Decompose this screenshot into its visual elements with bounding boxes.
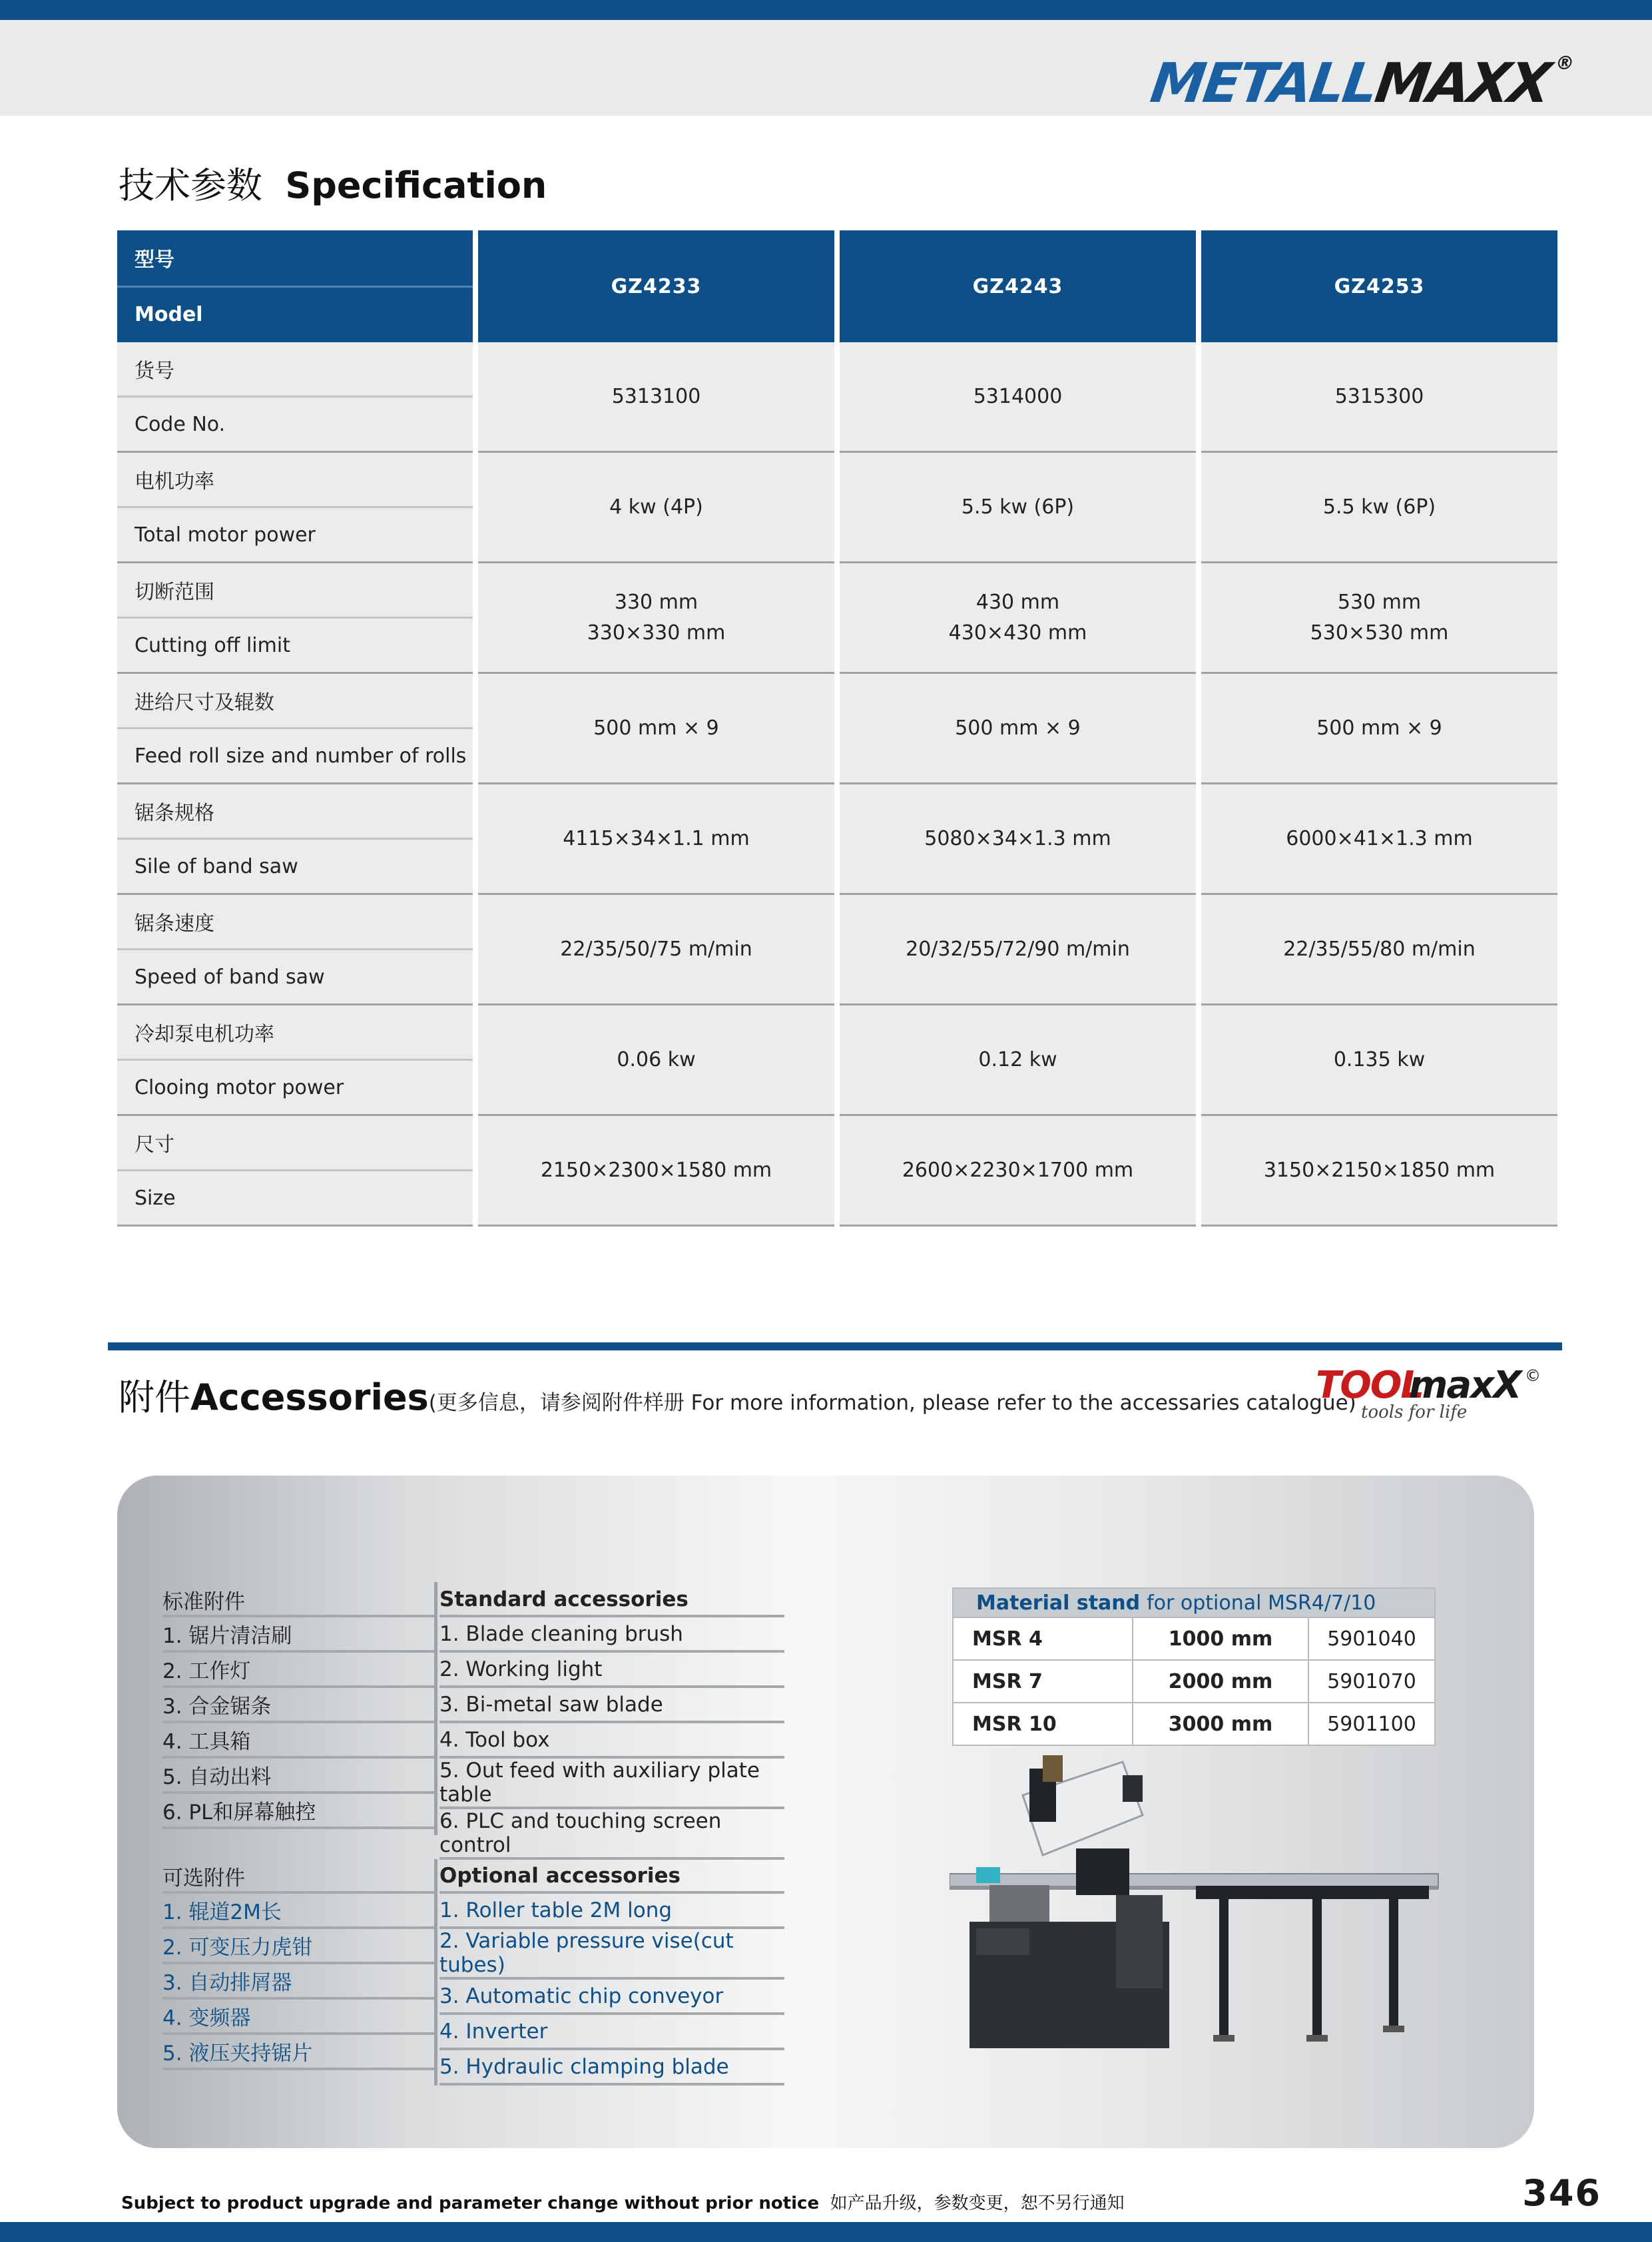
spec-value-cell — [840, 563, 1196, 674]
spec-value: 4 kw (4P) — [609, 495, 703, 519]
optional-accessories-en: Optional accessories 1. Roller table 2M long 2. Variable pressure vise(cut tubes) 3. Automatic chip conveyor 4. Inverter 5. Hydraulic clamping blade — [439, 1860, 784, 2086]
spec-value: 22/35/50/75 m/min — [560, 937, 752, 961]
list-item: 4. Inverter — [439, 2015, 784, 2050]
spec-value-cell — [478, 342, 834, 453]
spec-value-cell — [840, 1116, 1196, 1227]
material-stand-row — [954, 1702, 1434, 1745]
spec-row-label — [117, 784, 473, 895]
spec-value: 530×530 mm — [1310, 621, 1449, 645]
spec-row — [117, 342, 1562, 453]
standard-accessories-en: Standard accessories 1. Blade cleaning brush 2. Working light 3. Bi-metal saw blade 4. Tool box 5. Out feed with auxiliary plate table 6. PLC and touching screen control — [439, 1584, 784, 1860]
list-item: 1. Roller table 2M long — [439, 1894, 784, 1929]
list-item: 1. 锯片清洁刷 — [162, 1617, 434, 1653]
spec-value-cell — [840, 895, 1196, 1005]
list-item: 5. Hydraulic clamping blade — [439, 2050, 784, 2086]
specification-table — [117, 230, 1562, 1227]
footer-note: Subject to product upgrade and parameter change without prior notice 如产品升级，参数变更，恕不另行通知 — [121, 2193, 1125, 2213]
list-item: 1. Blade cleaning brush — [439, 1617, 784, 1653]
label-cn: 进给尺寸及辊数 — [117, 674, 473, 729]
label-en: Sile of band saw — [135, 854, 298, 878]
model-header: GZ4243 — [840, 230, 1196, 342]
top-bar — [0, 0, 1652, 20]
spec-value-cell — [840, 453, 1196, 563]
label-cn: 切断范围 — [117, 563, 473, 619]
material-stand-row — [954, 1617, 1434, 1659]
list-item: 4. 变频器 — [162, 2000, 434, 2035]
list-item: 1. 辊道2M长 — [162, 1894, 434, 1929]
spec-value: 500 mm × 9 — [1316, 716, 1442, 740]
label-cn: 电机功率 — [117, 453, 473, 508]
spec-value-cell — [1201, 784, 1557, 895]
stand-model: MSR 4 — [954, 1618, 1133, 1659]
spec-value-cell — [478, 563, 834, 674]
list-item: 3. Bi-metal saw blade — [439, 1688, 784, 1723]
label-en: Cutting off limit — [135, 633, 290, 657]
list-item: 5. 液压夹持锯片 — [162, 2035, 434, 2070]
list-item: 6. PLC and touching screen control — [439, 1809, 784, 1860]
stand-length: 3000 mm — [1133, 1703, 1309, 1745]
spec-header-row — [117, 230, 1562, 342]
stand-code: 5901070 — [1327, 1669, 1416, 1693]
spec-value-cell — [1201, 453, 1557, 563]
list-item: 5. Out feed with auxiliary plate table — [439, 1759, 784, 1809]
label-en: Speed of band saw — [135, 965, 325, 989]
list-item: 2. 工作灯 — [162, 1653, 434, 1688]
material-stand-row — [954, 1659, 1434, 1702]
spec-value: 3150×2150×1850 mm — [1263, 1158, 1496, 1182]
spec-value: 5080×34×1.3 mm — [924, 826, 1111, 850]
spec-row — [117, 674, 1562, 784]
stand-code: 5901100 — [1327, 1712, 1416, 1736]
list-item: 2. Variable pressure vise(cut tubes) — [439, 1929, 784, 1980]
material-stand-title: Material stand for optional MSR4/7/10 — [954, 1589, 1434, 1617]
stand-length: 2000 mm — [1133, 1661, 1309, 1702]
list-item: 3. Automatic chip conveyor — [439, 1980, 784, 2015]
spec-value: 500 mm × 9 — [593, 716, 719, 740]
label-cn: 货号 — [117, 342, 473, 398]
material-stand-table — [952, 1587, 1436, 1746]
toolmaxx-logo: TOOL maxX tools for life © — [1316, 1364, 1541, 1422]
spec-value-cell — [478, 1116, 834, 1227]
spec-value: 4115×34×1.1 mm — [563, 826, 750, 850]
spec-value: 530 mm — [1337, 590, 1422, 614]
spec-value-cell — [1201, 342, 1557, 453]
page-number: 346 — [1522, 2172, 1601, 2214]
list-item: 3. 合金锯条 — [162, 1688, 434, 1723]
standard-accessories-cn: 标准附件 1. 锯片清洁刷 2. 工作灯 3. 合金锯条 4. 工具箱 5. 自动出料 6. PL和屏幕触控 — [162, 1584, 434, 1829]
stand-code: 5901040 — [1327, 1627, 1416, 1651]
label-en: Total motor power — [135, 523, 316, 547]
list-item: 6. PL和屏幕触控 — [162, 1794, 434, 1829]
list-item: 4. Tool box — [439, 1723, 784, 1759]
bottom-bar — [0, 2222, 1652, 2242]
list-item: 5. 自动出料 — [162, 1759, 434, 1794]
spec-row-label — [117, 563, 473, 674]
band-saw-machine-image — [950, 1755, 1445, 2062]
spec-value: 2600×2230×1700 mm — [902, 1158, 1134, 1182]
spec-value: 5314000 — [973, 384, 1063, 408]
label-cn: 锯条规格 — [117, 784, 473, 840]
model-header: GZ4233 — [478, 230, 834, 342]
spec-row — [117, 1005, 1562, 1116]
spec-row — [117, 563, 1562, 674]
spec-value-cell — [478, 453, 834, 563]
spec-value: 500 mm × 9 — [955, 716, 1081, 740]
spec-value: 5.5 kw (6P) — [1322, 495, 1436, 519]
spec-row — [117, 1116, 1562, 1227]
column-separator — [434, 1859, 437, 2086]
label-en: Code No. — [135, 412, 226, 436]
spec-value: 430 mm — [975, 590, 1060, 614]
spec-row — [117, 453, 1562, 563]
spec-row — [117, 895, 1562, 1005]
label-cn: 锯条速度 — [117, 895, 473, 950]
section-divider — [108, 1342, 1562, 1350]
model-header: GZ4253 — [1201, 230, 1557, 342]
label-cn: 尺寸 — [117, 1116, 473, 1171]
spec-value-cell — [1201, 895, 1557, 1005]
spec-value: 22/35/55/80 m/min — [1283, 937, 1476, 961]
spec-value: 5315300 — [1334, 384, 1424, 408]
spec-row-label — [117, 674, 473, 784]
spec-value: 2150×2300×1580 mm — [540, 1158, 772, 1182]
spec-value: 6000×41×1.3 mm — [1286, 826, 1473, 850]
column-separator — [434, 1582, 437, 1835]
spec-value-cell — [478, 895, 834, 1005]
spec-value-cell — [1201, 1116, 1557, 1227]
spec-value: 330 mm — [614, 590, 698, 614]
stand-length: 1000 mm — [1133, 1618, 1309, 1659]
spec-row-label — [117, 895, 473, 1005]
spec-value: 0.06 kw — [617, 1047, 696, 1071]
spec-value-cell — [840, 1005, 1196, 1116]
spec-row-label — [117, 1005, 473, 1116]
stand-model: MSR 10 — [954, 1703, 1133, 1745]
spec-value: 0.12 kw — [978, 1047, 1057, 1071]
spec-row-label — [117, 453, 473, 563]
spec-value-cell — [840, 784, 1196, 895]
spec-value: 0.135 kw — [1333, 1047, 1426, 1071]
spec-value-cell — [478, 674, 834, 784]
page-header — [0, 20, 1652, 116]
spec-value-cell — [1201, 674, 1557, 784]
label-cn: 冷却泵电机功率 — [117, 1005, 473, 1061]
optional-accessories-cn: 可选附件 1. 辊道2M长 2. 可变压力虎钳 3. 自动排屑器 4. 变频器 5. 液压夹持锯片 — [162, 1860, 434, 2070]
spec-row-label — [117, 1116, 473, 1227]
model-header-label: 型号 Model — [117, 230, 473, 342]
spec-section-title: 技术参数 Specification — [119, 164, 547, 206]
spec-value: 330×330 mm — [587, 621, 726, 645]
stand-model: MSR 7 — [954, 1661, 1133, 1702]
spec-value-cell — [478, 1005, 834, 1116]
spec-value: 5313100 — [611, 384, 701, 408]
label-en: Feed roll size and number of rolls — [135, 744, 467, 768]
list-item: 4. 工具箱 — [162, 1723, 434, 1759]
accessories-title: 附件Accessories(更多信息，请参阅附件样册 For more information, please refer to the accessaries catalogue) — [119, 1376, 1356, 1418]
spec-value-cell — [478, 784, 834, 895]
spec-value-cell — [1201, 563, 1557, 674]
list-item: 2. Working light — [439, 1653, 784, 1688]
spec-row-label — [117, 342, 473, 453]
spec-value: 430×430 mm — [948, 621, 1087, 645]
list-item: 3. 自动排屑器 — [162, 1964, 434, 2000]
spec-value-cell — [840, 342, 1196, 453]
spec-value: 20/32/55/72/90 m/min — [906, 937, 1130, 961]
label-en: Size — [135, 1186, 176, 1210]
list-item: 2. 可变压力虎钳 — [162, 1929, 434, 1964]
spec-row — [117, 784, 1562, 895]
spec-value: 5.5 kw (6P) — [961, 495, 1075, 519]
spec-value-cell — [840, 674, 1196, 784]
label-en: Clooing motor power — [135, 1075, 344, 1099]
metallmaxx-logo: METALLMAXX® — [1147, 52, 1574, 115]
spec-value-cell — [1201, 1005, 1557, 1116]
